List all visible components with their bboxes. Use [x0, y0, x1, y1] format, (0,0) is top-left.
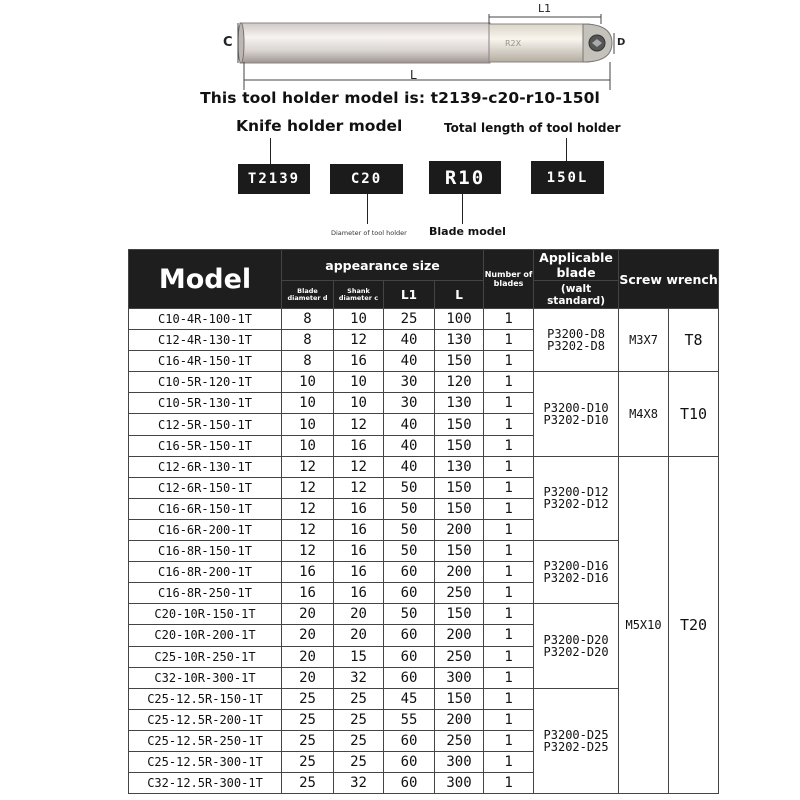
- cell-model: C12-4R-130-1T: [129, 330, 282, 351]
- code-box-holder: T2139: [238, 164, 310, 194]
- cell-model: C12-6R-130-1T: [129, 456, 282, 477]
- cell-model: C20-10R-150-1T: [129, 604, 282, 625]
- cell-blade-diameter: 20: [282, 625, 334, 646]
- header-l: L: [435, 281, 484, 309]
- cell-shank-diameter: 16: [334, 498, 384, 519]
- cell-blade-diameter: 12: [282, 498, 334, 519]
- blade-code-line: P3200-D20: [543, 633, 609, 647]
- cell-l: 130: [435, 456, 484, 477]
- cell-number-of-blades: 1: [484, 646, 534, 667]
- header-applicable-blade: Applicable blade: [534, 250, 619, 281]
- table-row: [129, 309, 719, 330]
- cell-number-of-blades: 1: [484, 498, 534, 519]
- cell-l1: 50: [384, 541, 435, 562]
- cell-blade-diameter: 10: [282, 372, 334, 393]
- code-box-diameter: C20: [330, 164, 403, 194]
- cell-model: C10-5R-120-1T: [129, 372, 282, 393]
- cell-l1: 45: [384, 688, 435, 709]
- cell-l1: 40: [384, 414, 435, 435]
- cell-l: 300: [435, 773, 484, 794]
- cell-l: 150: [435, 688, 484, 709]
- cell-number-of-blades: 1: [484, 667, 534, 688]
- cell-number-of-blades: 1: [484, 456, 534, 477]
- cell-model: C32-12.5R-300-1T: [129, 773, 282, 794]
- cell-number-of-blades: 1: [484, 309, 534, 330]
- header-blade-diameter: Blade diameter d: [282, 281, 334, 309]
- cell-l1: 50: [384, 519, 435, 540]
- cell-l1: 50: [384, 498, 435, 519]
- cell-number-of-blades: 1: [484, 709, 534, 730]
- cell-shank-diameter: 16: [334, 541, 384, 562]
- cell-applicable-blade: [534, 372, 619, 456]
- cell-shank-diameter: 12: [334, 477, 384, 498]
- cell-l: 130: [435, 330, 484, 351]
- caption-total-length: Total length of tool holder: [444, 121, 621, 135]
- cell-wrench: T8: [669, 309, 719, 372]
- cell-l: 150: [435, 435, 484, 456]
- cell-l: 120: [435, 372, 484, 393]
- cell-number-of-blades: 1: [484, 541, 534, 562]
- cell-l: 150: [435, 541, 484, 562]
- cell-number-of-blades: 1: [484, 435, 534, 456]
- cell-applicable-blade: [534, 688, 619, 793]
- dim-label-c: C: [223, 35, 233, 50]
- cell-number-of-blades: 1: [484, 751, 534, 772]
- cell-blade-diameter: 20: [282, 604, 334, 625]
- cell-l: 150: [435, 477, 484, 498]
- caption-knife-holder-model: Knife holder model: [236, 117, 403, 135]
- dim-label-l: L: [410, 68, 417, 82]
- cell-l1: 60: [384, 667, 435, 688]
- cell-model: C25-12.5R-150-1T: [129, 688, 282, 709]
- cell-blade-diameter: 12: [282, 456, 334, 477]
- blade-code-line: P3200-D8: [547, 327, 605, 342]
- cell-number-of-blades: 1: [484, 773, 534, 794]
- code-box-blade: R10: [429, 161, 501, 194]
- cell-number-of-blades: 1: [484, 730, 534, 751]
- cell-screw: M3X7: [619, 309, 669, 372]
- cell-l1: 60: [384, 773, 435, 794]
- blade-code-line: P3200-D10: [543, 400, 609, 415]
- cell-number-of-blades: 1: [484, 688, 534, 709]
- cell-l1: 60: [384, 583, 435, 604]
- cell-l1: 60: [384, 751, 435, 772]
- cell-shank-diameter: 25: [334, 751, 384, 772]
- cell-l1: 50: [384, 477, 435, 498]
- cell-shank-diameter: 32: [334, 773, 384, 794]
- cell-applicable-blade: [534, 456, 619, 540]
- cell-l1: 60: [384, 646, 435, 667]
- blade-code-line: P3202-D8: [547, 339, 605, 354]
- cell-number-of-blades: 1: [484, 372, 534, 393]
- cell-model: C25-12.5R-250-1T: [129, 730, 282, 751]
- cell-blade-diameter: 25: [282, 751, 334, 772]
- caption-diameter-holder: Diameter of tool holder: [331, 229, 407, 237]
- cell-number-of-blades: 1: [484, 351, 534, 372]
- cell-model: C12-6R-150-1T: [129, 477, 282, 498]
- cell-l: 200: [435, 625, 484, 646]
- cell-model: C16-6R-200-1T: [129, 519, 282, 540]
- cell-l: 130: [435, 393, 484, 414]
- head-body: [489, 24, 589, 62]
- table-row: [129, 372, 719, 393]
- cell-shank-diameter: 16: [334, 562, 384, 583]
- cell-model: C16-8R-250-1T: [129, 583, 282, 604]
- cell-l: 150: [435, 351, 484, 372]
- cell-blade-diameter: 20: [282, 646, 334, 667]
- cell-wrench: T20: [669, 456, 719, 794]
- model-title: This tool holder model is: t2139-c20-r10-150l: [200, 89, 600, 107]
- cell-shank-diameter: 20: [334, 604, 384, 625]
- caption-blade-model: Blade model: [429, 225, 506, 238]
- cell-number-of-blades: 1: [484, 562, 534, 583]
- cell-shank-diameter: 10: [334, 372, 384, 393]
- header-l1: L1: [384, 281, 435, 309]
- cell-l1: 60: [384, 562, 435, 583]
- cell-l: 150: [435, 498, 484, 519]
- cell-shank-diameter: 25: [334, 688, 384, 709]
- cell-shank-diameter: 16: [334, 435, 384, 456]
- cell-model: C12-5R-150-1T: [129, 414, 282, 435]
- cell-l1: 40: [384, 456, 435, 477]
- cell-number-of-blades: 1: [484, 330, 534, 351]
- blade-code-line: P3200-D25: [543, 727, 609, 742]
- cell-blade-diameter: 8: [282, 309, 334, 330]
- header-applicable-blade-sub: (walt standard): [534, 281, 619, 309]
- cell-shank-diameter: 10: [334, 393, 384, 414]
- header-shank-diameter: Shank diameter c: [334, 281, 384, 309]
- cell-number-of-blades: 1: [484, 604, 534, 625]
- cell-l1: 25: [384, 309, 435, 330]
- blade-code-line: P3202-D16: [543, 571, 609, 586]
- connector-line: [462, 194, 463, 224]
- cell-model: C25-12.5R-300-1T: [129, 751, 282, 772]
- cell-number-of-blades: 1: [484, 519, 534, 540]
- cell-number-of-blades: 1: [484, 583, 534, 604]
- cell-l1: 60: [384, 625, 435, 646]
- cell-shank-diameter: 16: [334, 583, 384, 604]
- cell-shank-diameter: 12: [334, 414, 384, 435]
- cell-shank-diameter: 16: [334, 519, 384, 540]
- cell-model: C16-8R-200-1T: [129, 562, 282, 583]
- cell-l1: 40: [384, 351, 435, 372]
- cell-model: C16-8R-150-1T: [129, 541, 282, 562]
- cell-shank-diameter: 20: [334, 625, 384, 646]
- cell-model: C32-10R-300-1T: [129, 667, 282, 688]
- header-appearance-size: appearance size: [282, 250, 484, 281]
- cell-blade-diameter: 12: [282, 519, 334, 540]
- blade-code-line: P3202-D20: [543, 645, 609, 659]
- cell-l: 250: [435, 583, 484, 604]
- cell-applicable-blade: [534, 309, 619, 372]
- engraving-text: R2X: [505, 39, 522, 48]
- cell-blade-diameter: 10: [282, 393, 334, 414]
- cell-l1: 30: [384, 393, 435, 414]
- cell-blade-diameter: 12: [282, 477, 334, 498]
- cell-l1: 50: [384, 604, 435, 625]
- blade-code-line: P3200-D12: [543, 485, 609, 500]
- cell-blade-diameter: 25: [282, 709, 334, 730]
- cell-model: C25-12.5R-200-1T: [129, 709, 282, 730]
- cell-applicable-blade: [534, 604, 619, 688]
- cell-number-of-blades: 1: [484, 477, 534, 498]
- shank-end: [238, 23, 244, 63]
- spec-table: [128, 249, 719, 794]
- dim-label-l1: L1: [538, 2, 552, 15]
- cell-model: C16-4R-150-1T: [129, 351, 282, 372]
- cell-l: 200: [435, 519, 484, 540]
- connector-line: [270, 138, 271, 164]
- header-screw-wrench: Screw wrench: [619, 250, 719, 309]
- cell-number-of-blades: 1: [484, 414, 534, 435]
- cell-blade-diameter: 16: [282, 562, 334, 583]
- connector-line: [367, 194, 368, 224]
- cell-l1: 55: [384, 709, 435, 730]
- cell-l1: 30: [384, 372, 435, 393]
- cell-l: 200: [435, 709, 484, 730]
- cell-applicable-blade: [534, 541, 619, 604]
- cell-screw: M4X8: [619, 372, 669, 456]
- cell-shank-diameter: 12: [334, 456, 384, 477]
- cell-blade-diameter: 20: [282, 667, 334, 688]
- cell-l: 150: [435, 604, 484, 625]
- blade-code-line: P3202-D12: [543, 497, 609, 512]
- cell-l: 300: [435, 751, 484, 772]
- cell-l: 250: [435, 730, 484, 751]
- cell-wrench: T10: [669, 372, 719, 456]
- shank-body: [240, 23, 490, 63]
- cell-blade-diameter: 25: [282, 730, 334, 751]
- cell-blade-diameter: 8: [282, 330, 334, 351]
- cell-shank-diameter: 25: [334, 709, 384, 730]
- blade-code-line: P3202-D25: [543, 739, 609, 754]
- cell-model: C10-4R-100-1T: [129, 309, 282, 330]
- header-model: Model: [129, 250, 282, 309]
- cell-l1: 40: [384, 330, 435, 351]
- cell-number-of-blades: 1: [484, 625, 534, 646]
- cell-shank-diameter: 32: [334, 667, 384, 688]
- cell-screw: M5X10: [619, 456, 669, 794]
- blade-code-line: P3202-D10: [543, 412, 609, 427]
- cell-shank-diameter: 10: [334, 309, 384, 330]
- cell-blade-diameter: 10: [282, 414, 334, 435]
- cell-l: 150: [435, 414, 484, 435]
- cell-shank-diameter: 12: [334, 330, 384, 351]
- cell-blade-diameter: 8: [282, 351, 334, 372]
- header-number-of-blades: Number of blades: [484, 250, 534, 309]
- cell-shank-diameter: 25: [334, 730, 384, 751]
- cell-model: C20-10R-200-1T: [129, 625, 282, 646]
- cell-blade-diameter: 16: [282, 583, 334, 604]
- cell-blade-diameter: 10: [282, 435, 334, 456]
- dim-label-d: D: [617, 37, 626, 48]
- cell-shank-diameter: 16: [334, 351, 384, 372]
- cell-blade-diameter: 25: [282, 688, 334, 709]
- blade-code-line: P3200-D16: [543, 559, 609, 574]
- cell-blade-diameter: 25: [282, 773, 334, 794]
- spec-table-body: [129, 309, 719, 794]
- cell-number-of-blades: 1: [484, 393, 534, 414]
- cell-l: 200: [435, 562, 484, 583]
- cell-model: C16-5R-150-1T: [129, 435, 282, 456]
- cell-l: 100: [435, 309, 484, 330]
- cell-l: 250: [435, 646, 484, 667]
- cell-blade-diameter: 12: [282, 541, 334, 562]
- code-box-length: 150L: [531, 161, 604, 194]
- cell-model: C10-5R-130-1T: [129, 393, 282, 414]
- cell-model: C16-6R-150-1T: [129, 498, 282, 519]
- cell-model: C25-10R-250-1T: [129, 646, 282, 667]
- cell-l1: 40: [384, 435, 435, 456]
- cell-l1: 60: [384, 730, 435, 751]
- table-row: [129, 456, 719, 477]
- cell-shank-diameter: 15: [334, 646, 384, 667]
- cell-l: 300: [435, 667, 484, 688]
